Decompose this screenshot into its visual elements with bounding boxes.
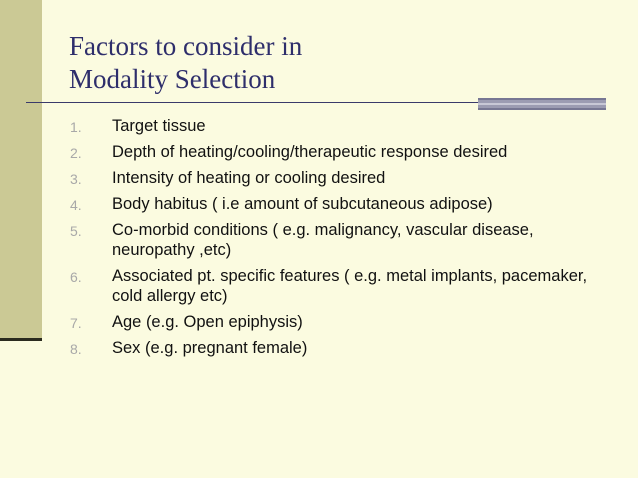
list-item-text: Target tissue bbox=[112, 117, 206, 135]
list-item-text: Age (e.g. Open epiphysis) bbox=[112, 313, 303, 331]
title-line-1: Factors to consider in bbox=[69, 31, 303, 61]
title-underline bbox=[26, 102, 478, 103]
list-item-text: Sex (e.g. pregnant female) bbox=[112, 339, 308, 357]
list-item-text: Associated pt. specific features ( e.g. metal implants, pacemaker, cold allergy etc) bbox=[112, 267, 588, 305]
list-item bbox=[70, 142, 610, 162]
factor-list bbox=[70, 116, 610, 364]
list-item-text: Co-morbid conditions ( e.g. malignancy, vascular disease, neuropathy ,etc) bbox=[112, 221, 534, 259]
list-item bbox=[70, 168, 610, 188]
list-item-text: Depth of heating/cooling/therapeutic response desired bbox=[112, 143, 508, 161]
list-item bbox=[70, 116, 610, 136]
list-item-number: 3. bbox=[70, 171, 82, 187]
accent-bar-highlight bbox=[478, 103, 606, 105]
list-item-text: Intensity of heating or cooling desired bbox=[112, 169, 386, 187]
list-item-number: 7. bbox=[70, 315, 82, 331]
list-item bbox=[70, 338, 610, 358]
list-item-number: 8. bbox=[70, 341, 82, 357]
left-bar-bottom-edge bbox=[0, 338, 42, 341]
title-line-2: Modality Selection bbox=[69, 64, 276, 94]
title-accent-bar bbox=[478, 98, 606, 110]
list-item bbox=[70, 312, 610, 332]
left-decorative-bar bbox=[0, 0, 42, 341]
list-item bbox=[70, 220, 610, 260]
list-item-text: Body habitus ( i.e amount of subcutaneous adipose) bbox=[112, 195, 493, 213]
list-item bbox=[70, 266, 610, 306]
list-item bbox=[70, 194, 610, 214]
list-item-number: 4. bbox=[70, 197, 82, 213]
list-item-number: 1. bbox=[70, 119, 82, 135]
slide-title bbox=[69, 30, 302, 96]
list-item-number: 5. bbox=[70, 223, 82, 239]
list-item-number: 2. bbox=[70, 145, 82, 161]
list-item-number: 6. bbox=[70, 269, 82, 285]
